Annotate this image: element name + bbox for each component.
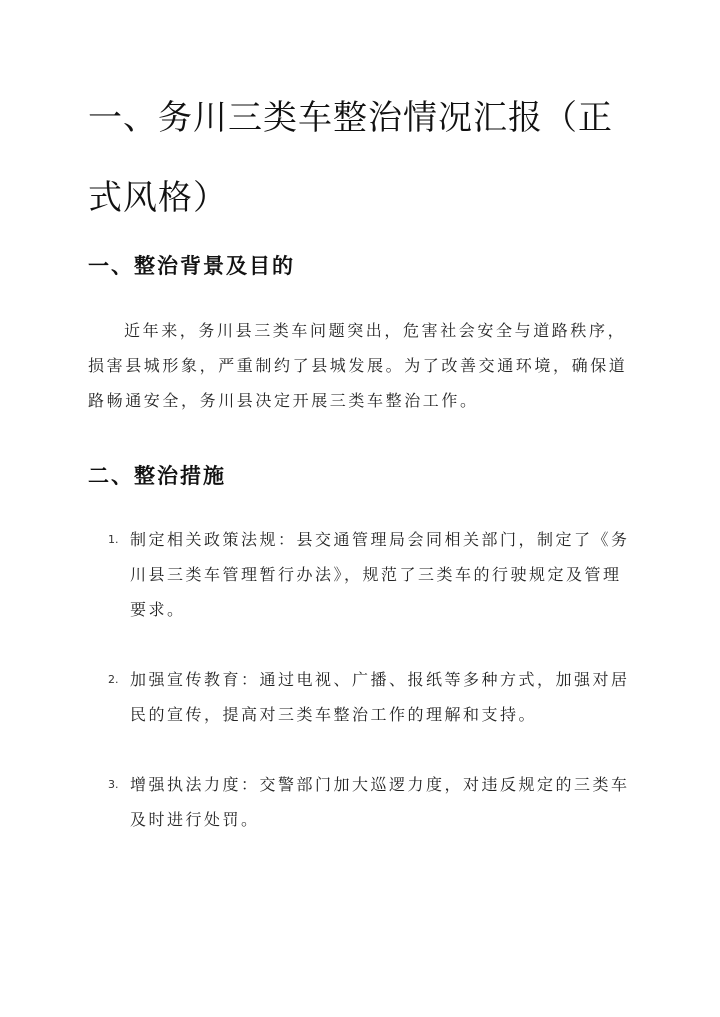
document-title: 一、务川三类车整治情况汇报（正式风格） (88, 98, 613, 218)
list-item-number: 3. (108, 778, 119, 791)
list-item (88, 767, 633, 837)
list-item-number: 2. (108, 673, 119, 686)
section-heading-background: 一、整治背景及目的 (88, 254, 295, 278)
list-item-text: 制定相关政策法规：县交通管理局会同相关部门，制定了《务川县三类车管理暂行办法》，规范了三类车的行驶规定及管理要求。 (130, 530, 630, 619)
list-item (88, 522, 633, 627)
section-heading-measures: 二、整治措施 (88, 464, 226, 488)
background-paragraph: 近年来，务川县三类车问题突出，危害社会安全与道路秩序，损害县城形象，严重制约了县城发展。为了改善交通环境，确保道路畅通安全，务川县决定开展三类车整治工作。 (88, 321, 628, 410)
list-item-text: 增强执法力度：交警部门加大巡逻力度，对违反规定的三类车及时进行处罚。 (130, 775, 630, 829)
measures-list (88, 522, 633, 872)
list-item-text: 加强宣传教育：通过电视、广播、报纸等多种方式，加强对居民的宣传，提高对三类车整治工作的理解和支持。 (130, 670, 630, 724)
list-item (88, 662, 633, 732)
list-item-number: 1. (108, 533, 119, 546)
